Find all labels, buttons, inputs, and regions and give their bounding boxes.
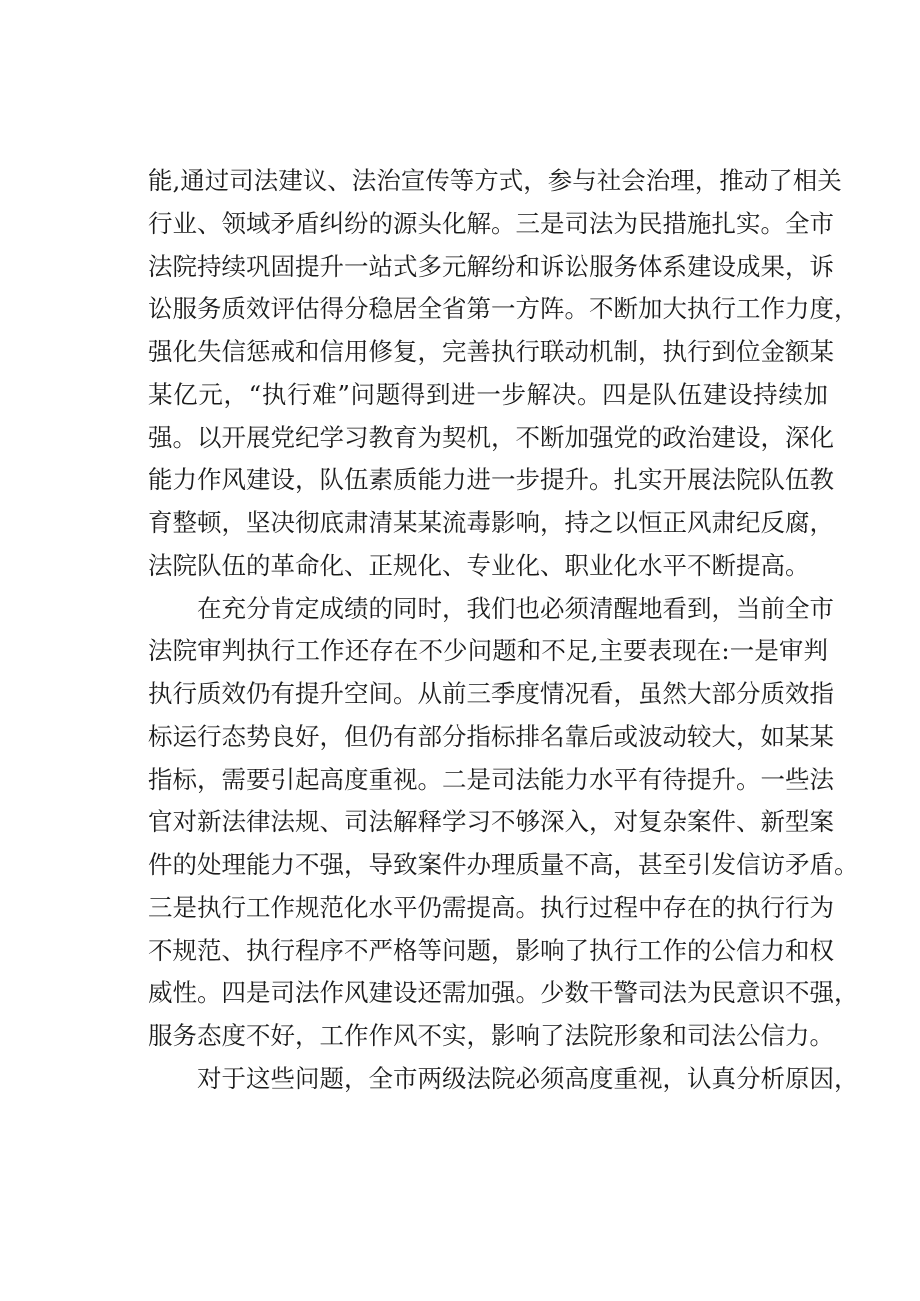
document-body [148, 160, 859, 1101]
text-line: 件的处理能力不强，导致案件办理质量不高，甚至引发信访矛盾。 [148, 850, 859, 879]
text-line: 能力作风建设，队伍素质能力进一步提升。扎实开展法院队伍教 [148, 465, 834, 495]
text-line: 指标，需要引起高度重视。二是司法能力水平有待提升。一些法 [148, 764, 834, 794]
text-line: 讼服务质效评估得分稳居全省第一方阵。不断加大执行工作力度， [148, 294, 859, 324]
paragraph-last-line: 服务态度不好，工作作风不实，影响了法院形象和司法公信力。 [148, 1021, 834, 1050]
text-line: 标运行态势良好，但仍有部分指标排名靠后或波动较大，如某某 [148, 721, 834, 751]
text-line: 育整顿，坚决彻底肃清某某流毒影响，持之以恒正风肃纪反腐， [148, 508, 834, 537]
paragraph-first-line: 在充分肯定成绩的同时，我们也必须清醒地看到，当前全市 [197, 593, 834, 623]
text-line: 强化失信惩戒和信用修复，完善执行联动机制，执行到位金额某 [148, 337, 834, 366]
text-line: 三是执行工作规范化水平仍需提高。执行过程中存在的执行行为 [148, 892, 834, 922]
text-line: 法院持续巩固提升一站式多元解纷和诉讼服务体系建设成果，诉 [148, 251, 834, 281]
text-line: 执行质效仍有提升空间。从前三季度情况看，虽然大部分质效指 [148, 679, 834, 708]
text-line: 行业、领域矛盾纠纷的源头化解。三是司法为民措施扎实。全市 [148, 208, 834, 238]
paragraph-last-line: 法院队伍的革命化、正规化、专业化、职业化水平不断提高。 [148, 550, 810, 580]
text-line: 法院审判执行工作还存在不少问题和不足,主要表现在:一是审判 [148, 636, 828, 666]
paragraph-first-line: 对于这些问题，全市两级法院必须高度重视，认真分析原因， [197, 1063, 859, 1093]
text-line: 某亿元，“执行难”问题得到进一步解决。四是队伍建设持续加 [148, 379, 828, 409]
text-line: 威性。四是司法作风建设还需加强。少数干警司法为民意识不强， [148, 978, 859, 1008]
text-line: 能,通过司法建议、法治宣传等方式，参与社会治理，推动了相关 [148, 166, 842, 195]
text-line: 强。以开展党纪学习教育为契机，不断加强党的政治建设，深化 [148, 422, 834, 452]
text-line: 官对新法律法规、司法解释学习不够深入，对复杂案件、新型案 [148, 807, 834, 837]
text-line: 不规范、执行程序不严格等问题，影响了执行工作的公信力和权 [148, 935, 834, 965]
